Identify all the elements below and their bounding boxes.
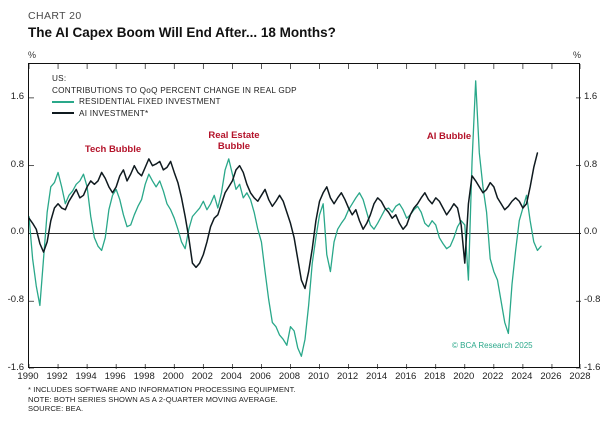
x-tick-label: 2006: [249, 371, 271, 382]
footnote-line-3: SOURCE: BEA.: [28, 404, 84, 414]
chart-annotation: Real Estate Bubble: [208, 130, 260, 152]
y-tick-label-right: 1.6: [584, 90, 598, 102]
legend-item-ai: [52, 108, 297, 120]
legend-swatch-residential: [52, 101, 74, 103]
right-axis-unit: %: [573, 50, 582, 60]
chart-legend: [52, 73, 297, 119]
footnote-line-2: NOTE: BOTH SERIES SHOWN AS A 2-QUARTER MOVING AVERAGE.: [28, 394, 278, 404]
chart-number-label: CHART 20: [28, 10, 82, 22]
x-tick-label: 2008: [278, 371, 301, 382]
x-tick-label: 2026: [540, 371, 562, 382]
y-tick-label: -1.6: [7, 362, 24, 373]
y-tick-label-right: -0.8: [584, 294, 601, 306]
series-line-residential: [29, 81, 541, 356]
page-title: The AI Capex Boom Will End After... 18 Months?: [28, 25, 336, 40]
x-tick-label: 2016: [395, 371, 417, 382]
y-tick-label-right: -1.6: [584, 362, 601, 373]
watermark: © BCA Research 2025: [452, 341, 533, 350]
legend-header-line2: CONTRIBUTIONS TO QoQ PERCENT CHANGE IN REAL GDP: [52, 85, 297, 95]
chart-annotation: AI Bubble: [426, 131, 472, 142]
x-tick-label: 1998: [133, 371, 155, 382]
x-tick-label: 2020: [453, 371, 475, 382]
y-tick-label: -0.8: [7, 294, 24, 306]
y-tick-label-right: 0.0: [584, 226, 598, 238]
x-tick-label: 2004: [220, 371, 242, 382]
legend-swatch-ai: [52, 112, 74, 114]
x-tick-label: 2010: [307, 371, 330, 382]
left-axis-unit: %: [28, 50, 37, 60]
x-tick-label: 2022: [482, 371, 504, 382]
legend-label-ai: AI INVESTMENT*: [79, 108, 149, 118]
x-tick-label: 2002: [191, 371, 213, 382]
x-tick-label: 1990: [17, 371, 39, 382]
chart-annotation: Tech Bubble: [84, 144, 142, 155]
footnotes: [28, 385, 296, 414]
x-tick-label: 2024: [511, 371, 533, 382]
legend-item-residential: [52, 96, 297, 108]
x-tick-label: 1996: [104, 371, 126, 382]
footnote-line-1: * INCLUDES SOFTWARE AND INFORMATION PROCESSING EQUIPMENT.: [28, 385, 296, 394]
x-tick-label: 2028: [569, 371, 591, 382]
x-tick-label: 2014: [366, 371, 388, 382]
y-tick-label-right: 0.8: [584, 158, 598, 170]
x-tick-label: 2018: [424, 371, 446, 382]
x-tick-label: 1992: [46, 371, 68, 382]
y-tick-label: 0.8: [10, 158, 24, 170]
y-tick-label: 1.6: [10, 90, 24, 102]
legend-label-residential: RESIDENTIAL FIXED INVESTMENT: [79, 97, 221, 106]
legend-header-line1: US:: [52, 74, 67, 83]
x-tick-label: 2012: [337, 371, 359, 382]
x-tick-label: 2000: [162, 371, 184, 382]
x-tick-label: 1994: [75, 371, 97, 382]
y-tick-label: 0.0: [10, 226, 24, 238]
